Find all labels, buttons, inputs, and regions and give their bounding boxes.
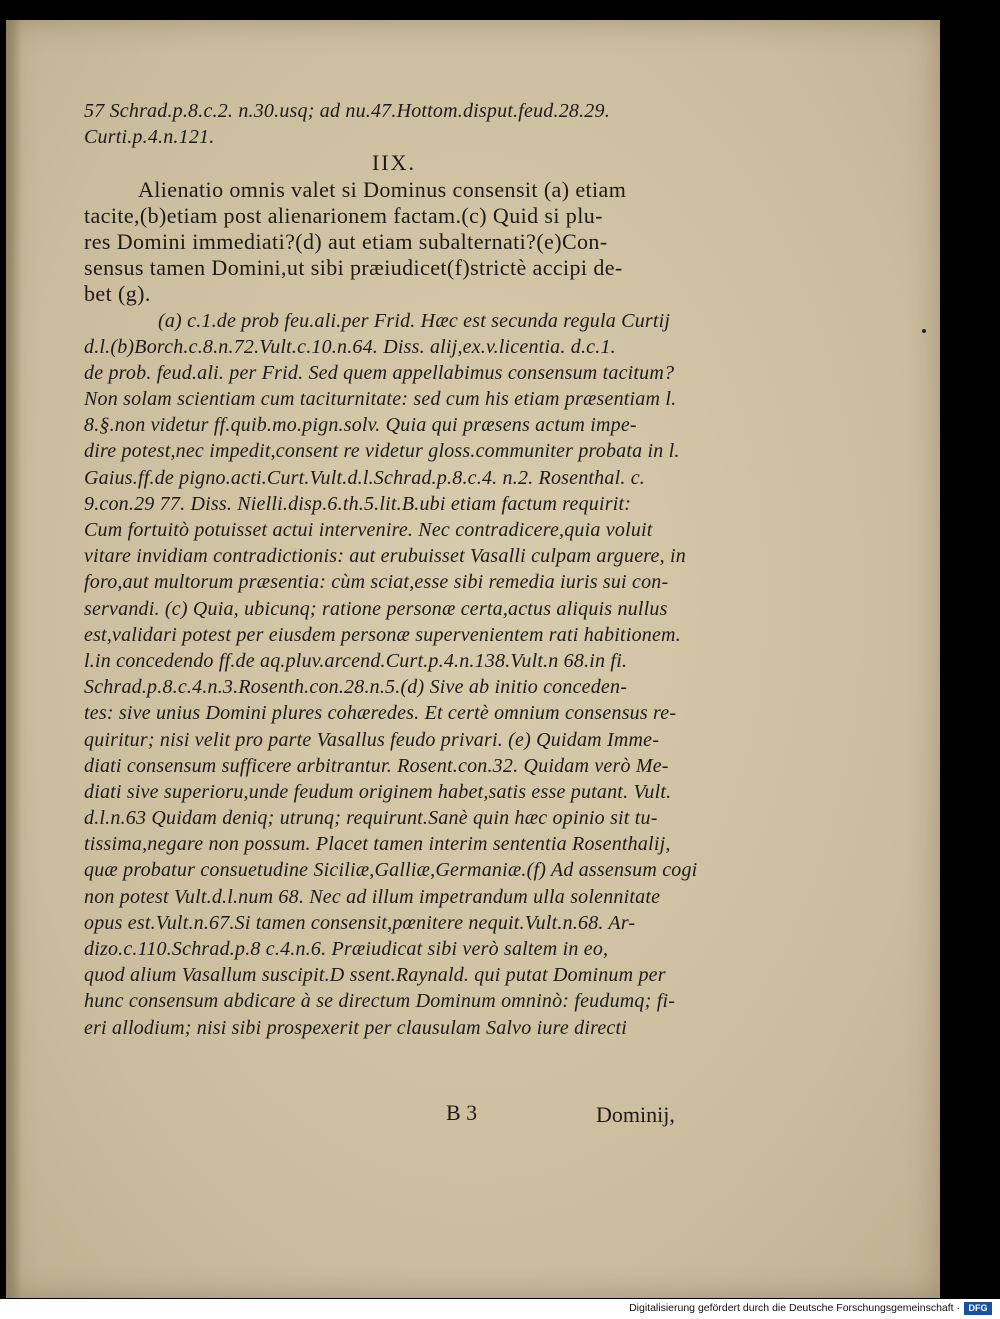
text-line: quiritur; nisi velit pro parte Vasallus feudo privari. (e) Quidam Imme- <box>84 728 660 751</box>
text-line: est,validari potest per eiusdem personæ supervenientem rati habitionem. <box>84 623 681 646</box>
scanned-page <box>6 20 940 1298</box>
text-line: dizo.c.110.Schrad.p.8 c.4.n.6. Præiudicat sibi verò saltem in eo, <box>84 938 609 960</box>
signature-mark: B 3 <box>446 1100 478 1125</box>
text-line: hunc consensum abdicare à se directum Dominum omninò: feudumq; fi- <box>84 990 676 1013</box>
text-line: IIX. <box>371 150 417 176</box>
ink-speck <box>922 329 926 333</box>
text-line: Cum fortuitò potuisset actui intervenire. Nec contradicere,quia voluit <box>84 519 653 541</box>
text-line: quod alium Vasallum suscipit.D ssent.Raynald. qui putat Dominum per <box>84 964 666 987</box>
text-line: servandi. (c) Quia, ubicunq; ratione personæ certa,actus aliquis nullus <box>84 597 668 620</box>
text-line: Curti.p.4.n.121. <box>84 126 215 149</box>
text-line: Non solam scientiam cum taciturnitate: sed cum his etiam præsentiam l. <box>84 388 677 411</box>
text-line: diati sive superioru,unde feudum originem habet,satis esse putant. Vult. <box>84 780 672 803</box>
text-line: tissima,negare non possum. Placet tamen interim sententia Rosenthalij, <box>84 833 671 856</box>
text-line: opus est.Vult.n.67.Si tamen consensit,pœnitere nequit.Vult.n.68. Ar- <box>84 911 636 934</box>
text-line: non potest Vult.d.l.num 68. Nec ad illum impetrandum ulla solennitate <box>84 885 661 908</box>
text-line: tes: sive unius Domini plures cohæredes. Et certè omnium consensus re- <box>84 702 677 725</box>
text-line: foro,aut multorum præsentia: cùm sciat,esse sibi remedia iuris sui con- <box>84 571 669 594</box>
dfg-logo-icon: DFG <box>964 1302 992 1315</box>
text-line: d.l.n.63 Quidam deniq; utrunq; requirunt.Sanè quin hæc opinio sit tu- <box>84 807 658 830</box>
text-line: de prob. feud.ali. per Frid. Sed quem appellabimus consensum tacitum? <box>84 361 675 384</box>
text-line: (a) c.1.de prob feu.ali.per Frid. Hæc est secunda regula Curtij <box>158 309 671 332</box>
text-line: 57 Schrad.p.8.c.2. n.30.usq; ad nu.47.Hottom.disput.feud.28.29. <box>84 100 610 122</box>
text-line: Gaius.ff.de pigno.acti.Curt.Vult.d.l.Schrad.p.8.c.4. n.2. Rosenthal. c. <box>84 466 646 489</box>
text-line: d.l.(b)Borch.c.8.n.72.Vult.c.10.n.64. Diss. alij,ex.v.licentia. d.c.1. <box>84 335 616 358</box>
catchword: Dominij, <box>596 1102 675 1127</box>
text-line: vitare invidiam contradictionis: aut erubuisset Vasalli culpam arguere, in <box>84 545 686 568</box>
text-line: diati consensum sufficere arbitrantur. Rosent.con.32. Quidam verò Me- <box>84 754 669 777</box>
text-line: 9.con.29 77. Diss. Nielli.disp.6.th.5.lit.B.ubi etiam factum requirit: <box>84 492 632 515</box>
text-line: l.in concedendo ff.de aq.pluv.arcend.Curt.p.4.n.138.Vult.n 68.in fi. <box>84 649 628 672</box>
text-line: sensus tamen Domini,ut sibi præiudicet(f)strictè accipi de- <box>84 255 623 281</box>
text-line: dire potest,nec impedit,consent re videtur gloss.communiter probata in l. <box>84 440 680 463</box>
text-line: quæ probatur consuetudine Siciliæ,Galliæ,Germaniæ.(f) Ad assensum cogi <box>84 859 698 882</box>
footer-credit: Digitalisierung gefördert durch die Deutsche Forschungsgemeinschaft · <box>629 1302 960 1314</box>
text-line: Alienatio omnis valet si Dominus consensit (a) etiam <box>138 176 627 202</box>
text-line: eri allodium; nisi sibi prospexerit per clausulam Salvo iure directi <box>84 1016 627 1039</box>
page-binding-shadow <box>6 20 22 1298</box>
text-line: res Domini immediati?(d) aut etiam subalternati?(e)Con- <box>84 228 608 254</box>
text-line: Schrad.p.8.c.4.n.3.Rosenth.con.28.n.5.(d) Sive ab initio conceden- <box>84 676 628 699</box>
footer-bar <box>0 1299 1000 1319</box>
text-line: bet (g). <box>84 281 151 307</box>
text-line: 8.§.non videtur ff.quib.mo.pign.solv. Quia qui præsens actum impe- <box>84 414 637 437</box>
page-text <box>84 98 704 1041</box>
text-line: tacite,(b)etiam post alienarionem factam.(c) Quid si plu- <box>84 202 603 228</box>
